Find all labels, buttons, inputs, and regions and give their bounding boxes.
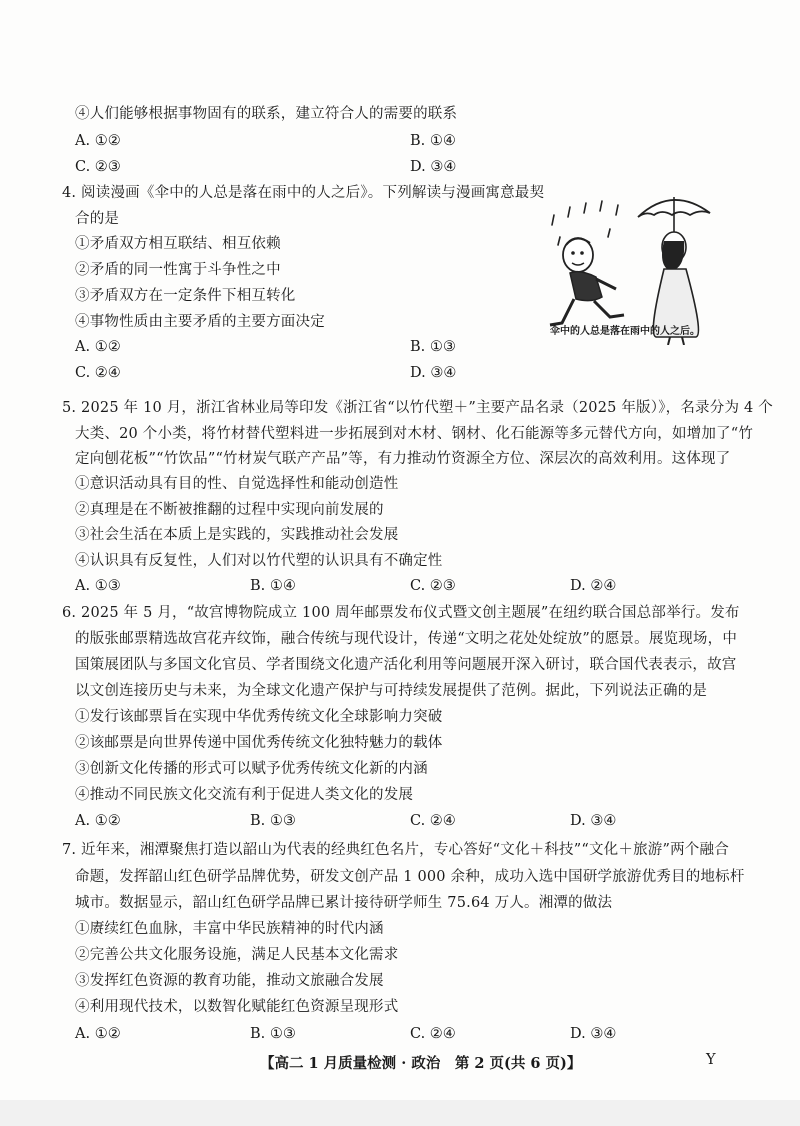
scan-bottom-margin (0, 1100, 800, 1126)
q7-option-b: B. ①③ (250, 1026, 296, 1042)
q7-item-3: ③发挥红色资源的教育功能，推动文旅融合发展 (75, 973, 384, 989)
q7-option-a: A. ①② (75, 1026, 121, 1042)
page-footer: 【高二 1 月质量检测 · 政治 第 2 页(共 6 页)】 (260, 1055, 582, 1072)
q5-stem-line-3: 定向刨花板”“竹饮品”“竹材炭气联产产品”等，有力推动竹资源全方位、深层次的高效利用。这体现了 (75, 451, 731, 467)
footer-corner-mark: Y (706, 1052, 716, 1068)
rain-drops (552, 201, 618, 245)
q6-stem-line-2: 的版张邮票精选故宫花卉纹饰，融合传统与现代设计，传递“文明之花处处绽放”的愿景。展览现场，中 (75, 631, 738, 647)
q7-stem-line-2: 命题，发挥韶山红色研学品牌优势，研发文创产品 1 000 余种，成功入选中国研学旅游优秀目的地标杆 (75, 869, 745, 885)
q6-option-b: B. ①③ (250, 813, 296, 829)
q7-item-4: ④利用现代技术，以数智化赋能红色资源呈现形式 (75, 999, 399, 1015)
q5-item-1: ①意识活动具有目的性、自觉选择性和能动创造性 (75, 476, 399, 492)
q4-option-c: C. ②④ (75, 365, 121, 381)
q4-cartoon-caption: 伞中的人总是落在雨中的人之后。 (550, 326, 700, 337)
q6-item-2: ②该邮票是向世界传递中国优秀传统文化独特魅力的载体 (75, 735, 443, 751)
q5-stem-line-1: 5. 2025 年 10 月，浙江省林业局等印发《浙江省“以竹代塑＋”主要产品名录（2025 年版）》，名录分为 4 个 (62, 400, 773, 416)
q4-option-b: B. ①③ (410, 339, 456, 355)
q6-item-4: ④推动不同民族文化交流有利于促进人类文化的发展 (75, 787, 414, 803)
man-in-rain (550, 238, 624, 325)
q5-option-b: B. ①④ (250, 578, 296, 594)
q6-option-d: D. ③④ (570, 813, 617, 829)
q6-stem-line-3: 国策展团队与多国文化官员、学者围绕文化遗产活化利用等问题展开深入研讨，联合国代表表示，故宫 (75, 657, 737, 673)
q7-option-d: D. ③④ (570, 1026, 617, 1042)
q4-option-a: A. ①② (75, 339, 121, 355)
q6-option-a: A. ①② (75, 813, 121, 829)
q4-option-d: D. ③④ (410, 365, 457, 381)
q3-item-4: ④人们能够根据事物固有的联系，建立符合人的需要的联系 (75, 106, 458, 122)
q4-stem-line-1: 4. 阅读漫画《伞中的人总是落在雨中的人之后》。下列解读与漫画寓意最契 (62, 185, 545, 201)
q7-stem-line-3: 城市。数据显示，韶山红色研学品牌已累计接待研学师生 75.64 万人。湘潭的做法 (75, 895, 613, 911)
q6-item-1: ①发行该邮票旨在实现中华优秀传统文化全球影响力突破 (75, 709, 443, 725)
q6-stem-line-4: 以文创连接历史与未来，为全球文化遗产保护与可持续发展提供了范例。据此，下列说法正确的是 (75, 683, 708, 699)
q7-item-1: ①赓续红色血脉，丰富中华民族精神的时代内涵 (75, 921, 384, 937)
q7-option-c: C. ②④ (410, 1026, 456, 1042)
q3-option-b: B. ①④ (410, 133, 456, 149)
q4-stem-line-2: 合的是 (75, 211, 120, 227)
q5-item-3: ③社会生活在本质上是实践的，实践推动社会发展 (75, 527, 399, 543)
q4-item-1: ①矛盾双方相互联结、相互依赖 (75, 236, 281, 252)
q5-item-2: ②真理是在不断被推翻的过程中实现向前发展的 (75, 502, 384, 518)
q7-item-2: ②完善公共文化服务设施，满足人民基本文化需求 (75, 947, 399, 963)
q4-item-2: ②矛盾的同一性寓于斗争性之中 (75, 262, 281, 278)
q7-stem-line-1: 7. 近年来，湘潭聚焦打造以韶山为代表的经典红色名片，专心答好“文化＋科技”“文化＋旅游”两个融合 (62, 842, 729, 858)
q4-cartoon-illustration (540, 185, 718, 345)
q5-stem-line-2: 大类、20 个小类，将竹材替代塑料进一步拓展到对木材、钢材、化石能源等多元替代方向，如增加了“竹 (75, 426, 754, 442)
q5-option-c: C. ②③ (410, 578, 456, 594)
q3-option-d: D. ③④ (410, 159, 457, 175)
q5-option-d: D. ②④ (570, 578, 617, 594)
q6-item-3: ③创新文化传播的形式可以赋予优秀传统文化新的内涵 (75, 761, 428, 777)
q5-item-4: ④认识具有反复性，人们对以竹代塑的认识具有不确定性 (75, 553, 443, 569)
q5-option-a: A. ①③ (75, 578, 121, 594)
q6-option-c: C. ②④ (410, 813, 456, 829)
q6-stem-line-1: 6. 2025 年 5 月，“故宫博物院成立 100 周年邮票发布仪式暨文创主题展”在纽约联合国总部举行。发布 (62, 605, 740, 621)
q4-item-3: ③矛盾双方在一定条件下相互转化 (75, 288, 296, 304)
q3-option-a: A. ①② (75, 133, 121, 149)
q4-item-4: ④事物性质由主要矛盾的主要方面决定 (75, 314, 325, 330)
q3-option-c: C. ②③ (75, 159, 121, 175)
